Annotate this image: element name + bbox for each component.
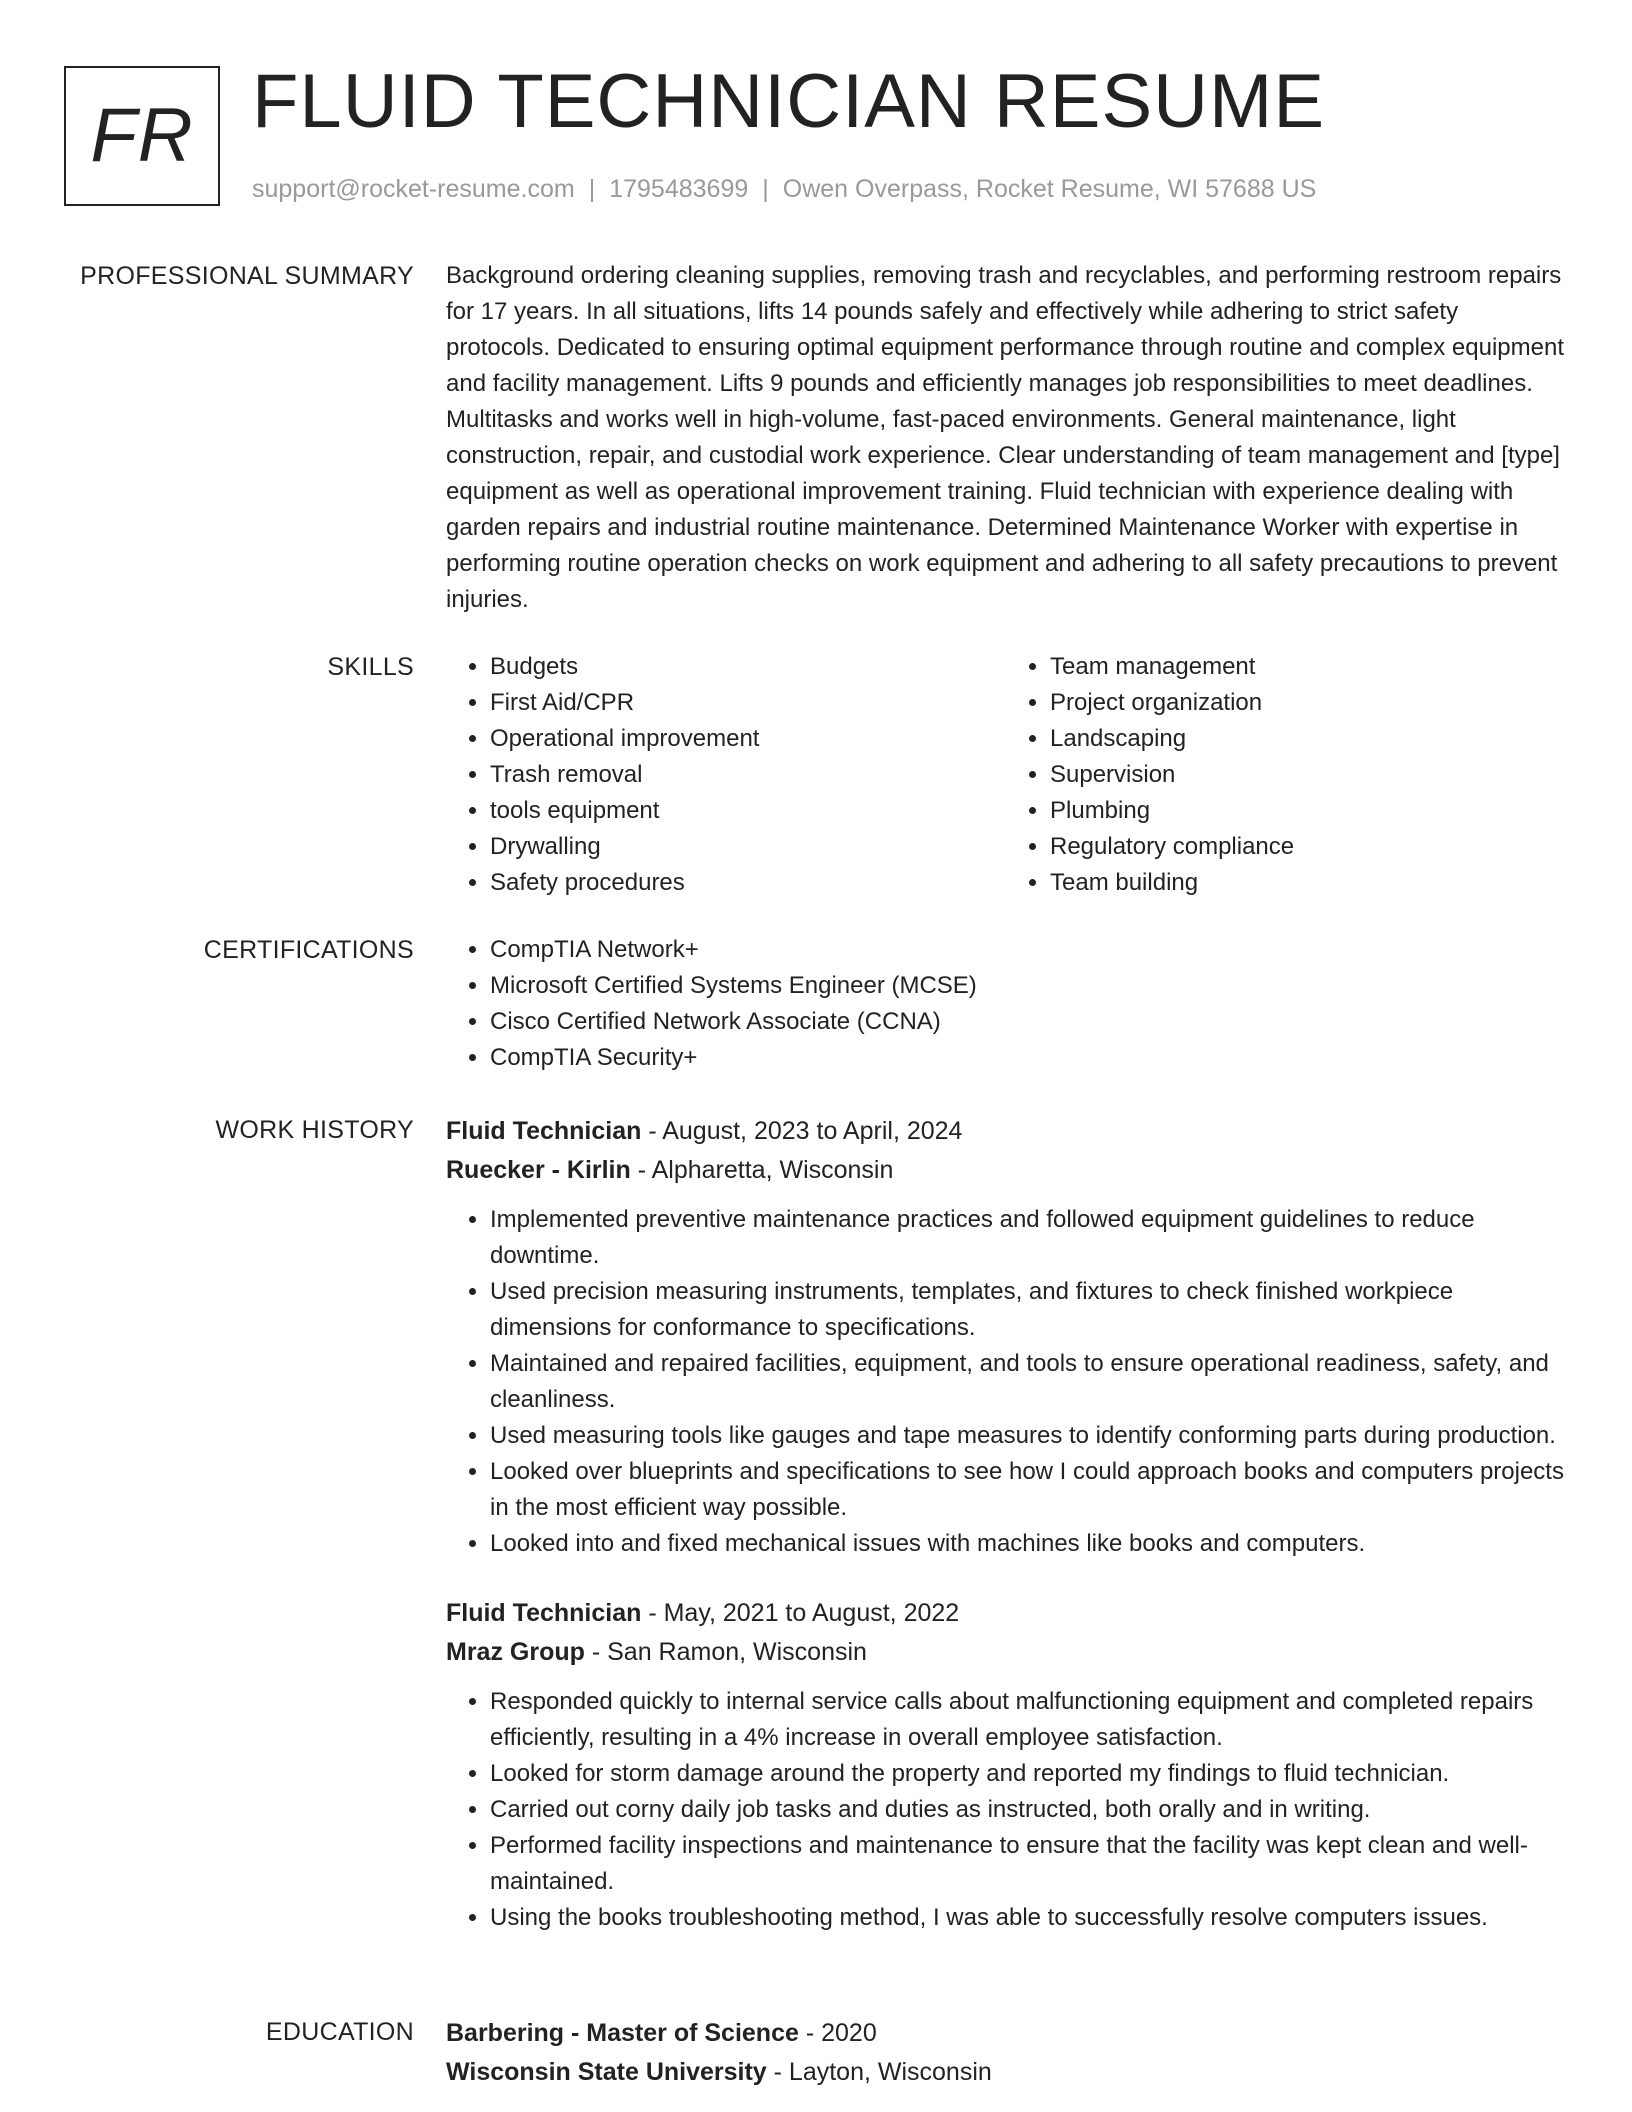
job-company: Mraz Group [446,1638,585,1666]
monogram-initials: FR [90,93,194,178]
skill-item: • Team management [1050,649,1566,685]
job-duty: • Looked into and fixed mechanical issues with machines like books and computers. [490,1526,1566,1562]
education-school: Wisconsin State University [446,2058,767,2086]
job-entry [446,1112,1566,1562]
skills-body [446,649,1566,901]
contact-separator: | [588,175,596,203]
section-label-skills: SKILLS [327,653,414,681]
section-label-education: EDUCATION [265,2018,414,2046]
certification-item: • CompTIA Security+ [490,1040,1566,1076]
skill-item: • Operational improvement [490,721,1006,757]
job-dates: - May, 2021 to August, 2022 [641,1599,960,1627]
contact-separator: | [762,175,769,203]
education-location: - Layton, Wisconsin [766,2058,992,2086]
skills-list-right [1006,649,1566,901]
skill-item: • Regulatory compliance [1050,829,1566,865]
job-duties-list [446,1684,1566,1936]
skill-item: • Trash removal [490,757,1006,793]
skill-item: • Budgets [490,649,1006,685]
education-year: - 2020 [798,2019,877,2047]
job-company-line [446,1151,1566,1190]
skill-item: • Supervision [1050,757,1566,793]
skill-item: • tools equipment [490,793,1006,829]
certifications-list [446,932,1566,1076]
summary-body [446,258,1566,618]
job-duty: • Maintained and repaired facilities, equipment, and tools to ensure operational readiness, safety, and cleanliness. [490,1346,1566,1418]
education-degree-line [446,2014,1566,2053]
certification-item: • Cisco Certified Network Associate (CCNA) [490,1004,1566,1040]
job-entry [446,1594,1566,1936]
job-duty: • Performed facility inspections and maintenance to ensure that the facility was kept clean and well-maintained. [490,1828,1566,1900]
section-label-summary: PROFESSIONAL SUMMARY [80,262,414,290]
job-duty: • Using the books troubleshooting method, I was able to successfully resolve computers issues. [490,1900,1566,1936]
job-title: Fluid Technician [446,1599,642,1627]
job-duty: • Carried out corny daily job tasks and duties as instructed, both orally and in writing. [490,1792,1566,1828]
job-title-line [446,1112,1566,1151]
job-duty: • Looked for storm damage around the property and reported my findings to fluid technician. [490,1756,1566,1792]
skill-item: • Project organization [1050,685,1566,721]
contact-email: support@rocket-resume.com [252,175,575,203]
job-duty: • Responded quickly to internal service calls about malfunctioning equipment and completed repairs efficiently, resulting in a 4% increase in overall employee satisfaction. [490,1684,1566,1756]
section-label-certifications: CERTIFICATIONS [203,936,414,964]
job-company-line [446,1633,1566,1672]
contact-phone: 1795483699 [609,175,749,203]
skill-item: • Landscaping [1050,721,1566,757]
education-body [446,2014,1566,2092]
work-history-body [446,1112,1566,1968]
section-label-work-history: WORK HISTORY [215,1116,414,1144]
skills-list-left [446,649,1006,901]
job-duty: • Implemented preventive maintenance practices and followed equipment guidelines to reduce downtime. [490,1202,1566,1274]
job-company: Ruecker - Kirlin [446,1156,631,1184]
certification-item: • CompTIA Network+ [490,932,1566,968]
job-duties-list [446,1202,1566,1562]
summary-text: Background ordering cleaning supplies, removing trash and recyclables, and performing restroom repairs for 17 years. In all situations, lifts 14 pounds safely and effectively while adhering to strict safety protocols. Dedicated to ensuring optimal equipment performance through routine and complex equipment and facility management. Lifts 9 pounds and efficiently manages job responsibilities to meet deadlines. Multitasks and works well in high-volume, fast-paced environments. General maintenance, light construction, repair, and custodial work experience. Clear understanding of team management and [type] equipment as well as operational improvement training. Fluid technician with experience dealing with garden repairs and industrial routine maintenance. Determined Maintenance Worker with expertise in performing routine operation checks on work equipment and adhering to all safety precautions to prevent injuries. [446,262,1564,613]
skill-item: • Safety procedures [490,865,1006,901]
skills-grid [446,649,1566,901]
skill-item: • Team building [1050,865,1566,901]
monogram-box [64,66,220,206]
education-degree: Barbering - Master of Science [446,2019,799,2047]
skill-item: • Plumbing [1050,793,1566,829]
job-location: - San Ramon, Wisconsin [584,1638,867,1666]
job-location: - Alpharetta, Wisconsin [630,1156,894,1184]
skill-item: • Drywalling [490,829,1006,865]
education-school-line [446,2053,1566,2092]
job-duty: • Looked over blueprints and specifications to see how I could approach books and computers projects in the most efficient way possible. [490,1454,1566,1526]
contact-line [252,172,1316,206]
contact-address: Owen Overpass, Rocket Resume, WI 57688 US [782,175,1317,203]
certifications-body [446,932,1566,1076]
certification-item: • Microsoft Certified Systems Engineer (MCSE) [490,968,1566,1004]
resume-title: FLUID TECHNICIAN RESUME [252,59,1326,144]
job-dates: - August, 2023 to April, 2024 [641,1117,963,1145]
skill-item: • First Aid/CPR [490,685,1006,721]
job-duty: • Used measuring tools like gauges and tape measures to identify conforming parts during production. [490,1418,1566,1454]
job-title-line [446,1594,1566,1633]
job-title: Fluid Technician [446,1117,642,1145]
job-duty: • Used precision measuring instruments, templates, and fixtures to check finished workpiece dimensions for conformance to specifications. [490,1274,1566,1346]
